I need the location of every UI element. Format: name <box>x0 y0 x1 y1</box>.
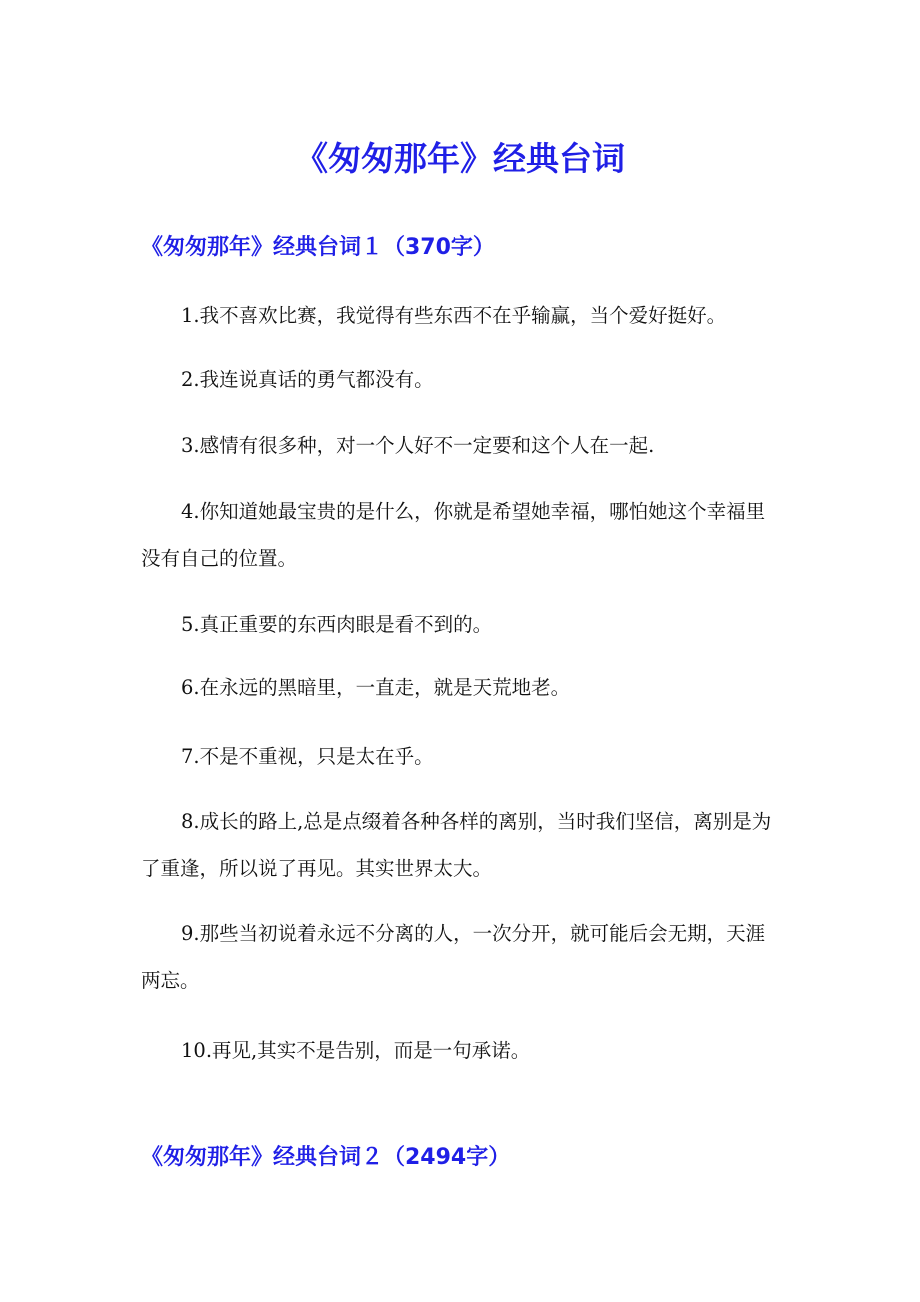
quote-item-4: 4.你知道她最宝贵的是什么，你就是希望她幸福，哪怕她这个幸福里没有自己的位置。 <box>141 500 766 570</box>
quote-item-9: 9.那些当初说着永远不分离的人，一次分开，就可能后会无期，天涯两忘。 <box>141 922 766 992</box>
section-heading-2: 《匆匆那年》经典台词２（2494字） <box>141 1145 511 1170</box>
quote-item-2: 2.我连说真话的勇气都没有。 <box>181 368 434 391</box>
quote-item-10: 10.再见,其实不是告别，而是一句承诺。 <box>181 1039 531 1062</box>
quote-item-7: 7.不是不重视，只是太在乎。 <box>181 745 434 768</box>
document-title: 《匆匆那年》经典台词 <box>295 139 625 178</box>
quote-item-1: 1.我不喜欢比赛，我觉得有些东西不在乎输赢，当个爱好挺好。 <box>181 304 727 327</box>
quote-item-6: 6.在永远的黑暗里，一直走，就是天荒地老。 <box>181 676 571 699</box>
section-heading-1: 《匆匆那年》经典台词１（370字） <box>141 235 495 260</box>
quote-item-8: 8.成长的路上,总是点缀着各种各样的离别，当时我们坚信，离别是为了重逢，所以说了再见。其实世界太大。 <box>141 810 772 880</box>
quote-item-5: 5.真正重要的东西肉眼是看不到的。 <box>181 613 493 636</box>
quote-item-3: 3.感情有很多种，对一个人好不一定要和这个人在一起. <box>181 434 655 457</box>
